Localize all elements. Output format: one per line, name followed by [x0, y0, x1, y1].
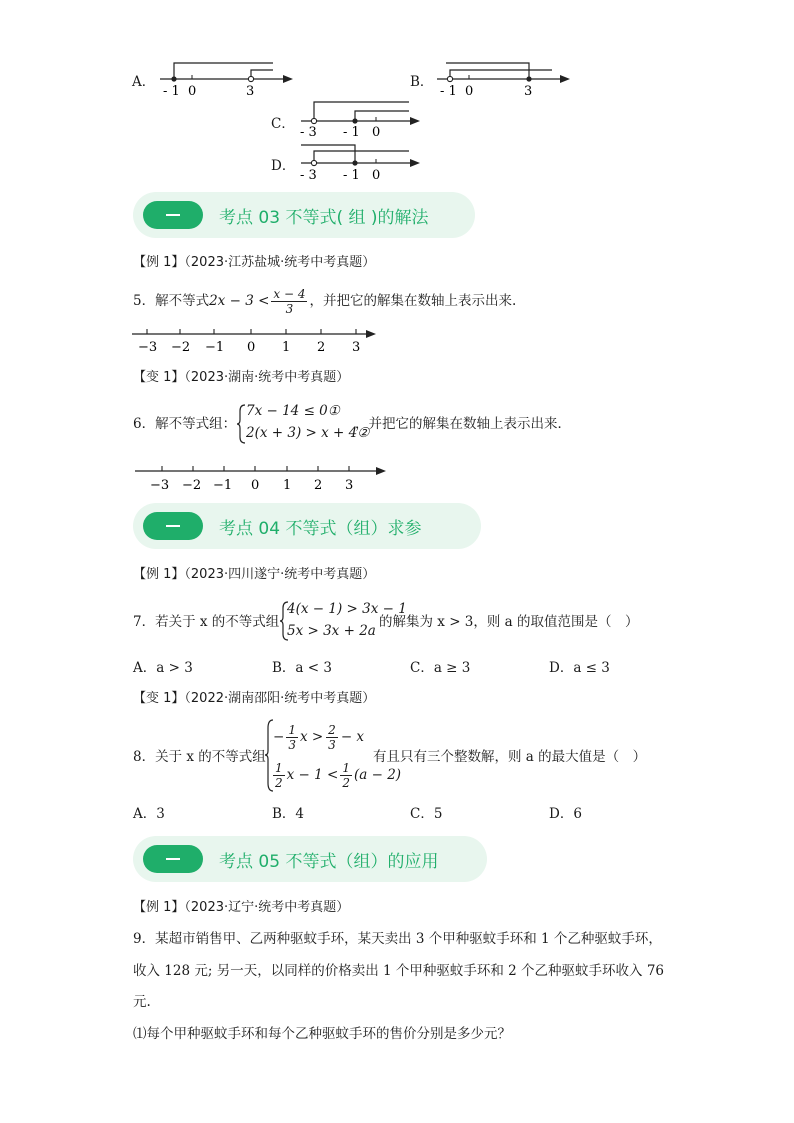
- option-c-tick-3: 0: [372, 125, 381, 140]
- q6-axis-tick: −1: [213, 478, 233, 493]
- q5-tail: ，并把它的解集在数轴上表示出来.: [309, 293, 517, 309]
- section-banner-03: [133, 192, 475, 238]
- q7-option-c[interactable]: C．a ≥ 3: [410, 660, 471, 676]
- q5-number: 5．解不等式: [133, 293, 210, 309]
- q6-axis-tick: −2: [182, 478, 202, 493]
- q7-number: 7．若关于 x 的不等式组: [133, 614, 280, 630]
- q5-stem: [133, 285, 516, 317]
- option-d-tick-1: - 3: [300, 168, 317, 183]
- q9-line1: 9．某超市销售甲、乙两种驱蚊手环，某天卖出 3 个甲种驱蚊手环和 1 个乙种驱蚊手环，: [133, 931, 662, 947]
- q5-axis-tick: 0: [247, 340, 256, 355]
- q6-axis-tick: −3: [150, 478, 170, 493]
- option-a-label: A．: [132, 74, 156, 90]
- folder-minus-icon: [143, 201, 203, 229]
- q8-tail: 有且只有三个整数解，则 a 的最大值是（ ）: [373, 749, 647, 765]
- q6-axis-tick: 0: [251, 478, 260, 493]
- option-a-tick-3: 3: [246, 84, 255, 99]
- q8-option-a[interactable]: A．3: [133, 806, 165, 822]
- option-b-tick-3: 3: [524, 84, 533, 99]
- option-d-tick-3: 0: [372, 168, 381, 183]
- q6-axis-tick: 3: [345, 478, 354, 493]
- q5-source: 【例 1】（2023·江苏盐城·统考中考真题）: [133, 255, 376, 270]
- q9-line3: 元.: [133, 994, 151, 1010]
- q6-source: 【变 1】（2023·湖南·统考中考真题）: [133, 370, 350, 385]
- folder-minus-icon: [143, 845, 203, 873]
- section-title-03: 考点 03 不等式( 组 )的解法: [219, 208, 429, 228]
- q6-axis-tick: 2: [314, 478, 323, 493]
- option-a-tick-1: - 1: [163, 84, 180, 99]
- q8-line1: − $\frac{1}{3}$ x > $\frac{2}{3}$ − x: [273, 722, 365, 752]
- q6-number: 6．解不等式组：: [133, 416, 237, 432]
- q6-axis-tick: 1: [283, 478, 292, 493]
- section-banner-05: [133, 836, 487, 882]
- q6-line1: 7x − 14 ≤ 0①: [246, 403, 340, 419]
- option-c-label: C．: [271, 116, 295, 132]
- q8-option-b[interactable]: B．4: [272, 806, 305, 822]
- option-d-tick-2: - 1: [343, 168, 360, 183]
- q6-number-line: [133, 462, 393, 494]
- option-b-tick-1: - 1: [440, 84, 457, 99]
- q8-option-c[interactable]: C．5: [410, 806, 443, 822]
- option-d-number-line: [297, 140, 427, 184]
- q7-line1: 4(x − 1) > 3x − 1: [287, 601, 407, 617]
- q7-option-d[interactable]: D．a ≤ 3: [549, 660, 610, 676]
- folder-minus-icon: [143, 512, 203, 540]
- section-title-05: 考点 05 不等式（组）的应用: [219, 852, 439, 872]
- option-b-label: B．: [410, 74, 434, 90]
- q7-source: 【例 1】（2023·四川遂宁·统考中考真题）: [133, 567, 376, 582]
- q5-number-line: [130, 325, 385, 355]
- option-b-tick-2: 0: [465, 84, 474, 99]
- option-a-number-line: [155, 58, 300, 100]
- option-b-number-line: [432, 58, 577, 100]
- option-c-tick-1: - 3: [300, 125, 317, 140]
- q5-lhs: 2x − 3 <: [209, 293, 270, 309]
- q8-line2: $\frac{1}{2}$ x − 1 < $\frac{1}{2}$ (a − 2): [275, 760, 402, 790]
- q7-option-a[interactable]: A．a > 3: [133, 660, 193, 676]
- section-title-04: 考点 04 不等式（组）求参: [219, 519, 422, 539]
- q7-line2: 5x > 3x + 2a: [287, 623, 376, 639]
- option-c-number-line: [297, 98, 427, 140]
- q9-line4: ⑴每个甲种驱蚊手环和每个乙种驱蚊手环的售价分别是多少元？: [133, 1026, 511, 1042]
- q7-tail: 的解集为 x > 3，则 a 的取值范围是（ ）: [379, 614, 639, 630]
- option-a-tick-2: 0: [188, 84, 197, 99]
- q5-axis-tick: −2: [171, 340, 191, 355]
- q5-axis-tick: −3: [138, 340, 158, 355]
- q8-source: 【变 1】（2022·湖南邵阳·统考中考真题）: [133, 691, 376, 706]
- q5-frac-num: x − 4: [273, 286, 306, 301]
- section-banner-04: [133, 503, 481, 549]
- q6-tail: ，并把它的解集在数轴上表示出来．: [355, 416, 571, 432]
- q5-axis-tick: 3: [352, 340, 361, 355]
- q8-number: 8．关于 x 的不等式组: [133, 749, 266, 765]
- option-d-label: D．: [271, 158, 296, 174]
- q9-line2: 收入 128 元; 另一天，以同样的价格卖出 1 个甲种驱蚊手环和 2 个乙种驱蚊手环收入 76: [133, 963, 665, 979]
- q5-axis-tick: −1: [205, 340, 225, 355]
- q8-option-d[interactable]: D．6: [549, 806, 582, 822]
- q7-option-b[interactable]: B．a < 3: [272, 660, 332, 676]
- q5-fraction: [271, 287, 307, 316]
- option-c-tick-2: - 1: [343, 125, 360, 140]
- q5-axis-tick: 2: [317, 340, 326, 355]
- q6-line2: 2(x + 3) > x + 4②: [246, 425, 370, 441]
- q9-source: 【例 1】（2023·辽宁·统考中考真题）: [133, 900, 350, 915]
- q5-frac-den: 3: [285, 301, 294, 316]
- q5-axis-tick: 1: [282, 340, 291, 355]
